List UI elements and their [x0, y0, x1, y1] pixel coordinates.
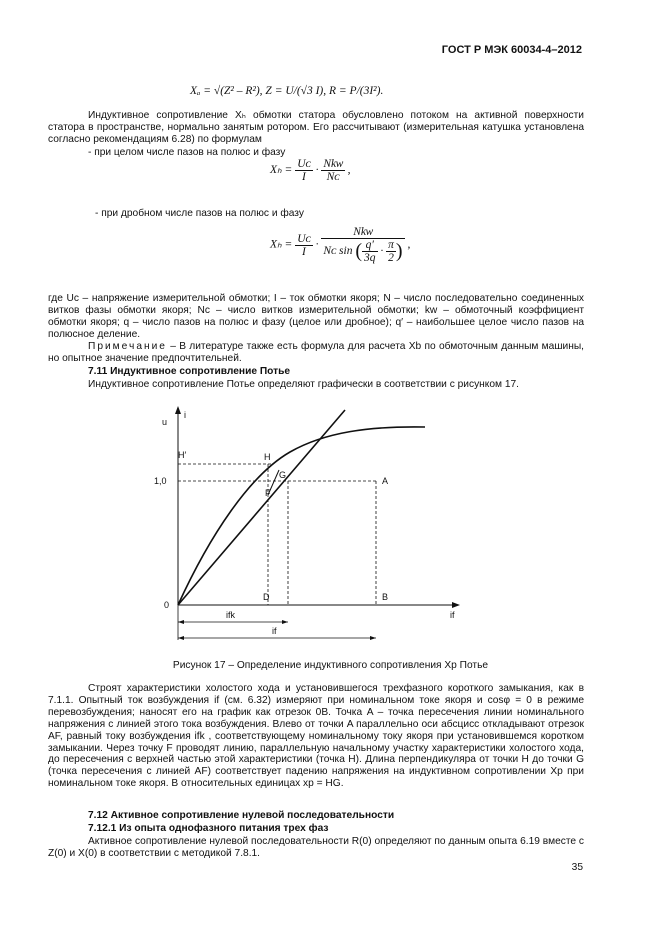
frac-num: Uᴄ: [297, 232, 311, 245]
paragraph-where: где Uc – напряжение измерительной обмотки; I – ток обмотки якоря; N – число последовательно соединенных витков фазы обмотки якоря; Nc – число витков измерительной обмотки; kw – обмоточный коэффициент обмотки якоря; q – число пазов на полюс и фазу (целое или дробное); q′ – наибольшее целое число пазов на полюсное деление.: [48, 293, 584, 340]
note: [48, 341, 584, 365]
section-7-11: 7.11 Индуктивное сопротивление Потье: [88, 366, 291, 377]
dim-arrow: [178, 636, 184, 640]
formula-xb-integer: Xₕ = $\frac{\text{Uᴄ}}{I}$ · $\frac{\text{Nkᴡ}}{\text{Nᴄ}}$ ,: [270, 158, 351, 183]
formula-lhs: Xₕ =: [270, 164, 293, 177]
y-axis-arrow: [175, 406, 181, 414]
no-load-curve: [178, 427, 425, 605]
short-circuit-line: [178, 410, 345, 605]
label-g: G: [279, 470, 287, 480]
frac-num: Nkᴡ: [321, 226, 404, 239]
bullet-fractional: - при дробном числе пазов на полюс и фазу: [95, 208, 304, 219]
label-d: D: [263, 592, 270, 602]
label-i: i: [184, 410, 186, 420]
label-u: u: [162, 417, 168, 427]
frac-den: I: [302, 171, 306, 183]
frac-den: 3q: [364, 252, 376, 264]
frac-num: q′: [362, 239, 378, 252]
label-if-axis: if: [450, 610, 455, 620]
label-b: B: [382, 592, 389, 602]
frac-num: Uᴄ: [297, 158, 311, 170]
label-h-prime: H′: [178, 450, 187, 460]
formula-xb-fractional: Xₕ = $\frac{\text{Uᴄ}}{I}$ · Nkᴡ Nᴄ sin ( $\frac{q'}{3q}$ · $\frac{\pi}{2}$ ) ,: [270, 226, 411, 264]
frac-num: Nkᴡ: [323, 158, 343, 170]
den-text: Nᴄ sin: [323, 245, 353, 258]
frac-den: I: [302, 245, 306, 258]
frac-den: Nᴄ sin ( $\frac{q'}{3q}$ · $\frac{\pi}{2}$ ): [323, 239, 403, 264]
formula-tail: ,: [407, 238, 411, 251]
frac-den: Nᴄ: [326, 171, 340, 183]
label-a: A: [382, 476, 389, 486]
paragraph-procedure: Строят характеристики холостого хода и установившегося трехфазного короткого замыкания, как в 7.1.1. Опытный ток возбуждения if (см. 6.32) измеряют при номинальном токе якоря и cosφ = 0 в режиме перевозбуждения; наносят его на график как отрезок 0B. Точка A – точка пересечения линии номинального напряжения с линией этого тока возбуждения. Влево от точки A параллельно оси абсцисс откладывают отрезок AF, равный току возбуждения ifk , соответствующему номинальному току якоря при установившемся коротком замыкании. Через точку F проводят линию, параллельную начальному участку характеристики холостого хода, до пересечения с верхней частью этой характеристики (точка H). Длина перпендикуляра от точки H до точки G (точка пересечения с линией AF) соответствует падению напряжения на индуктивном сопротивлении Xp при номинальном токе якоря. В относительных единицах xp = HG.: [48, 683, 584, 790]
paragraph-figure-ref: Индуктивное сопротивление Потье определяют графически в соответствии с рисунком 17.: [88, 379, 520, 390]
label-origin: 0: [164, 600, 170, 610]
formula-lhs: Xₕ =: [270, 238, 293, 251]
label-f: F: [265, 488, 271, 498]
paragraph-inductive: Индуктивное сопротивление Xₕ обмотки статора обусловлено потоком на активной поверхности статора в пространстве, нормально занятым ротором. Его рассчитывают (измерительная катушка установлена согласно рекомендациям 6.28) по формулам: [48, 110, 584, 145]
page-number: 35: [571, 862, 583, 873]
label-h: H: [264, 452, 271, 462]
dim-arrow: [282, 620, 288, 624]
paragraph-zero-seq: Активное сопротивление нулевой последовательности R(0) определяют по данным опыта 6.19 вместе с Z(0) и X(0) в соответствии с методикой 7.8.1.: [48, 836, 584, 859]
note-text: – В литературе также есть формула для расчета Xb по обмоточным данным машины, но опытное значение предпочтительней.: [48, 341, 584, 364]
x-axis-arrow: [452, 602, 460, 608]
frac-den: 2: [388, 252, 394, 264]
figure-17: [140, 400, 480, 650]
note-label: Примечание: [88, 341, 167, 352]
figure-caption: Рисунок 17 – Определение индуктивного сопротивления Xp Потье: [172, 660, 489, 671]
label-if-dim: if: [272, 626, 277, 636]
formula-xa: Xₐ = √(Z² – R²), Z = U/(√3 I), R = P/(3I²).: [190, 85, 384, 97]
label-1-0: 1,0: [154, 476, 167, 486]
formula-tail: ,: [347, 164, 351, 177]
page-header: ГОСТ Р МЭК 60034-4–2012: [441, 44, 582, 56]
dim-arrow: [370, 636, 376, 640]
label-ifk: ifk: [226, 610, 235, 620]
section-7-12-1: 7.12.1 Из опыта однофазного питания трех фаз: [88, 823, 329, 834]
dim-arrow: [178, 620, 184, 624]
bullet-integer: - при целом числе пазов на полюс и фазу: [88, 147, 286, 158]
frac-num: π: [388, 239, 394, 251]
section-7-12: 7.12 Активное сопротивление нулевой последовательности: [88, 810, 395, 821]
